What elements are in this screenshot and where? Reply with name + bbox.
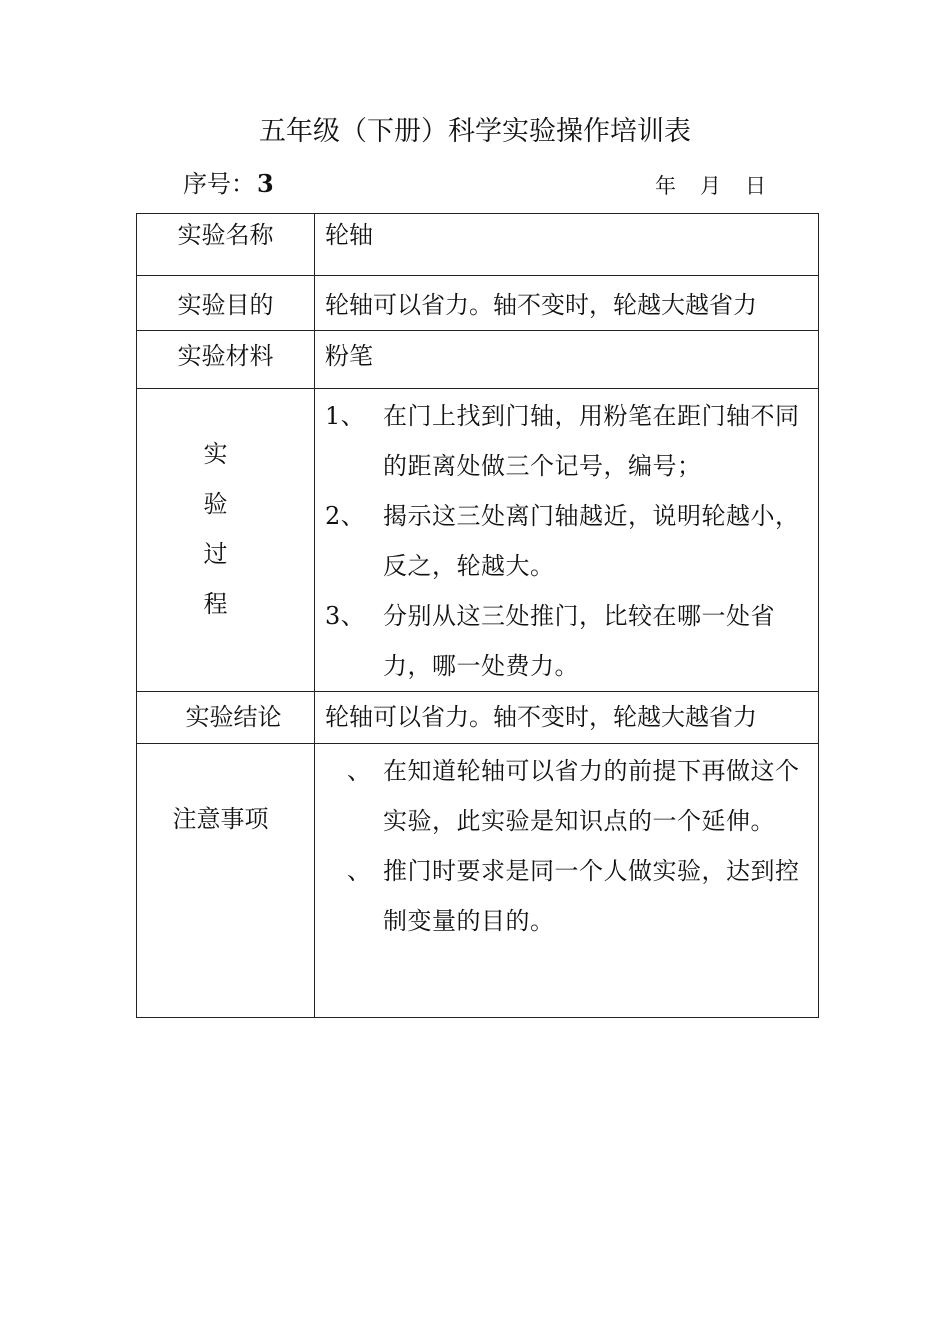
date-fields — [655, 170, 766, 202]
experiment-process-label — [137, 389, 315, 692]
experiment-purpose-label: 实验目的 — [137, 276, 315, 331]
date-day: 日 — [745, 174, 766, 198]
process-step — [325, 591, 818, 691]
step-text: 分别从这三处推门，比较在哪一处省力，哪一处费力。 — [383, 602, 775, 680]
row-experiment-purpose — [137, 276, 819, 331]
date-year: 年 — [655, 174, 676, 198]
note-text: 推门时要求是同一个人做实验，达到控制变量的目的。 — [383, 857, 800, 935]
step-marker: 2、 — [325, 502, 366, 530]
process-label-char: 验 — [203, 490, 228, 518]
note-item — [325, 746, 818, 846]
experiment-name-value: 轮轴 — [315, 214, 819, 276]
row-experiment-name — [137, 214, 819, 276]
serial-value: 3 — [257, 169, 274, 198]
process-label-char: 过 — [203, 540, 228, 568]
process-step — [325, 491, 818, 591]
experiment-materials-label: 实验材料 — [137, 331, 315, 389]
experiment-table — [136, 213, 819, 1018]
row-experiment-conclusion — [137, 692, 819, 744]
step-text: 在门上找到门轴，用粉笔在距门轴不同的距离处做三个记号，编号； — [383, 402, 800, 480]
experiment-process-value — [315, 389, 819, 692]
note-marker: 、 — [347, 757, 372, 785]
experiment-materials-value: 粉笔 — [315, 331, 819, 389]
process-label-char: 实 — [203, 440, 228, 468]
step-marker: 3、 — [325, 602, 366, 630]
note-item — [325, 846, 818, 946]
page-title: 五年级（下册）科学实验操作培训表 — [259, 116, 691, 147]
process-step — [325, 391, 818, 491]
serial-number — [183, 166, 274, 202]
note-marker: 、 — [347, 857, 372, 885]
notes-list — [325, 744, 818, 946]
process-steps — [325, 389, 818, 691]
step-text: 揭示这三处离门轴越近，说明轮越小，反之，轮越大。 — [383, 502, 800, 580]
experiment-name-label: 实验名称 — [137, 214, 315, 276]
notes-label: 注意事项 — [137, 744, 315, 1018]
experiment-purpose-value: 轮轴可以省力。轴不变时，轮越大越省力 — [315, 276, 819, 331]
experiment-conclusion-value: 轮轴可以省力。轴不变时，轮越大越省力 — [315, 692, 819, 744]
row-experiment-materials — [137, 331, 819, 389]
note-text: 在知道轮轴可以省力的前提下再做这个实验，此实验是知识点的一个延伸。 — [383, 757, 800, 835]
step-marker: 1、 — [325, 402, 366, 430]
notes-value — [315, 744, 819, 1018]
experiment-conclusion-label: 实验结论 — [137, 692, 315, 744]
date-month: 月 — [700, 174, 721, 198]
row-experiment-process — [137, 389, 819, 692]
serial-label: 序号： — [183, 170, 255, 198]
row-notes — [137, 744, 819, 1018]
process-label-char: 程 — [203, 590, 228, 618]
